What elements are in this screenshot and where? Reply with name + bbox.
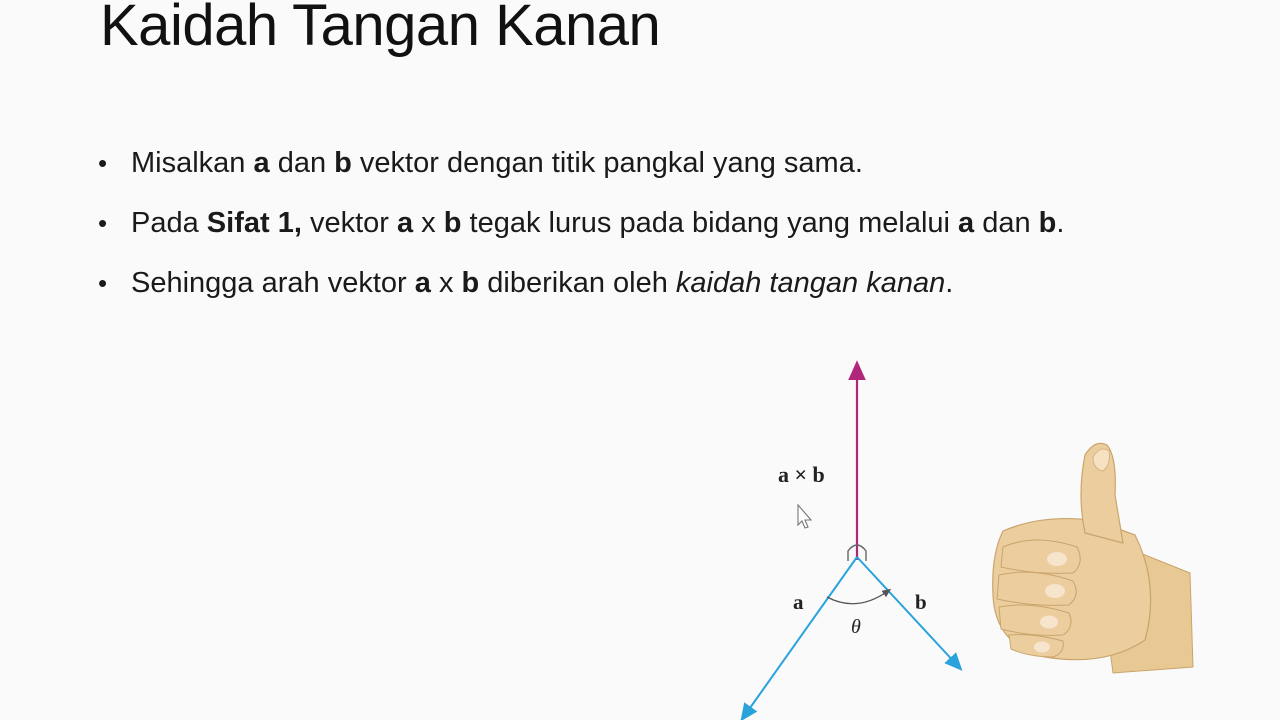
text-run: b: [443, 207, 462, 239]
text-run: dan: [269, 147, 335, 179]
theta-label: θ: [851, 616, 861, 638]
text-run: x: [430, 267, 462, 299]
bullet-text: [131, 267, 953, 299]
thumbs-up-hand-image: [985, 435, 1200, 680]
text-run: diberikan oleh: [479, 267, 676, 299]
slide-title: Kaidah Tangan Kanan: [100, 0, 661, 58]
vector-b-label: b: [915, 590, 927, 614]
angle-arc: [827, 591, 888, 604]
text-run: Sehingga arah vektor: [131, 267, 415, 299]
vector-a-label: a: [793, 590, 804, 614]
text-run: Pada: [131, 207, 207, 239]
text-run: Sifat 1,: [206, 207, 302, 239]
vector-a: [745, 557, 857, 715]
bullet-item: [98, 202, 1218, 244]
text-run: a: [396, 207, 414, 239]
text-run: b: [1038, 207, 1057, 239]
text-run: kaidah tangan kanan: [675, 267, 946, 299]
bullet-item: [98, 142, 1218, 184]
mouse-cursor-icon: [798, 505, 811, 528]
vector-diagram: [730, 355, 980, 720]
text-run: vektor dengan titik pangkal yang sama.: [351, 147, 863, 179]
text-run: .: [1056, 207, 1065, 239]
text-run: Misalkan: [131, 147, 254, 179]
text-run: b: [334, 147, 352, 179]
text-run: a: [958, 207, 975, 239]
vector-b: [857, 557, 957, 665]
text-run: vektor: [301, 207, 397, 239]
bullet-list: [98, 142, 1218, 322]
bullet-marker: •: [98, 148, 108, 178]
bullet-text: [131, 147, 863, 179]
text-run: dan: [974, 207, 1039, 239]
bullet-item: [98, 262, 1218, 304]
text-run: x: [413, 207, 444, 239]
text-run: tegak lurus pada bidang yang melalui: [461, 207, 959, 239]
text-run: a: [253, 147, 270, 179]
bullet-marker: •: [98, 268, 108, 298]
bullet-marker: •: [98, 208, 108, 238]
bullet-text: [131, 207, 1064, 239]
thumbs-up-hand-icon: [985, 435, 1200, 675]
text-run: .: [945, 267, 954, 299]
cross-product-label: a × b: [778, 462, 825, 487]
text-run: a: [414, 267, 431, 299]
text-run: b: [461, 267, 480, 299]
